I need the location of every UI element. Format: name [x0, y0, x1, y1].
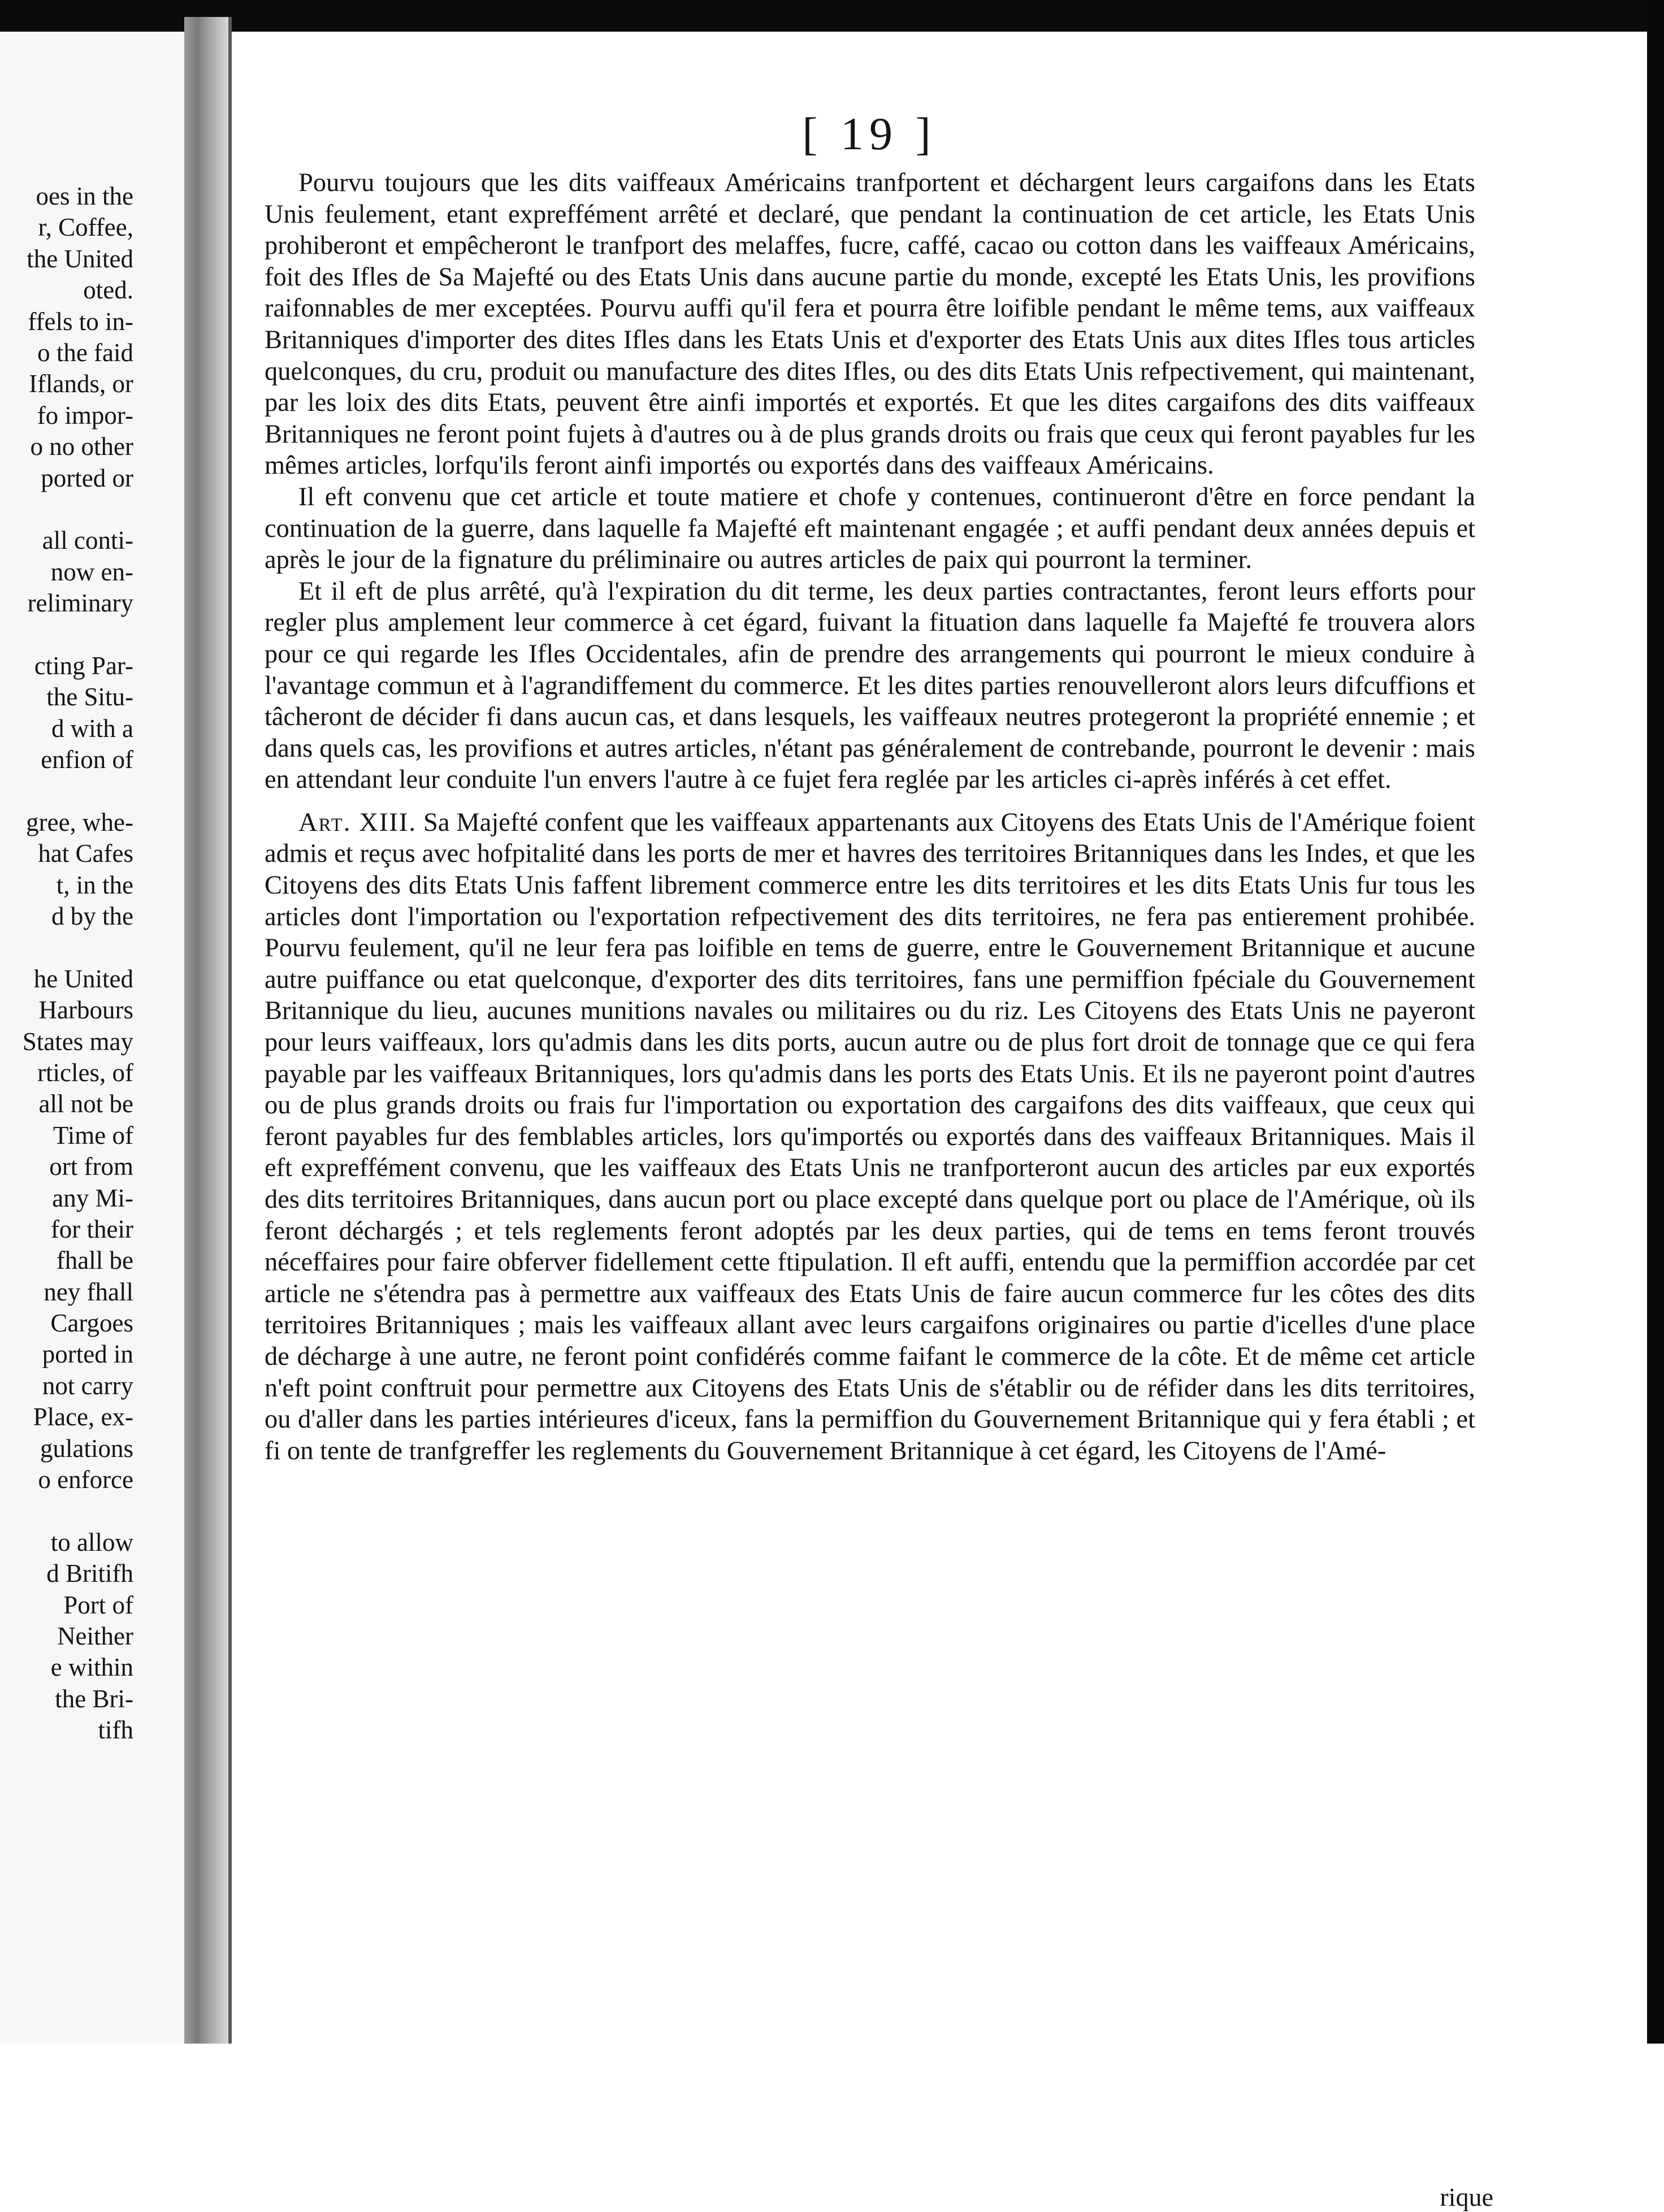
facing-page	[0, 32, 184, 2044]
scan-right-border	[1647, 0, 1664, 2044]
facing-page-line: ney fhall	[44, 1277, 133, 1306]
facing-page-line: d with a	[51, 714, 133, 743]
gutter-shadow	[228, 17, 232, 2044]
facing-page-line: fhall be	[56, 1246, 133, 1275]
facing-page-line: Place, ex-	[33, 1403, 133, 1432]
facing-page-line	[0, 494, 133, 525]
facing-page-line: States may	[22, 1027, 133, 1056]
facing-page-line: d Britifh	[46, 1559, 133, 1588]
facing-page-line: reliminary	[27, 589, 133, 618]
facing-page-line: ort from	[49, 1152, 133, 1181]
scan-top-border	[0, 0, 1664, 32]
facing-page-text-fragments	[0, 181, 133, 1746]
facing-page-line: rticles, of	[37, 1058, 133, 1087]
facing-page-line: Iflands, or	[29, 370, 133, 398]
facing-page-line: d by the	[51, 901, 133, 930]
facing-page-line: Port of	[63, 1590, 133, 1619]
facing-page-line: o enforce	[38, 1465, 133, 1494]
facing-page-line: any Mi-	[52, 1183, 133, 1212]
article-label: Art. XIII.	[298, 808, 417, 837]
facing-page-line: he United	[33, 964, 133, 993]
facing-page-line: o no other	[30, 432, 133, 461]
facing-page-line: oes in the	[36, 182, 133, 210]
facing-page-line	[0, 1495, 133, 1526]
facing-page-line: now en-	[50, 557, 133, 586]
facing-page-line: the Bri-	[55, 1684, 133, 1713]
facing-page-line: Cargoes	[50, 1309, 133, 1338]
facing-page-line: gree, whe-	[26, 808, 133, 836]
facing-page-line: gulations	[40, 1434, 133, 1463]
facing-page-line: Time of	[53, 1121, 133, 1150]
facing-page-line: t, in the	[56, 870, 133, 899]
facing-page-line	[0, 932, 133, 963]
facing-page-line: hat Cafes	[38, 839, 133, 868]
facing-page-line: o the faid	[37, 338, 133, 367]
catchword: rique	[1440, 2183, 1493, 2211]
facing-page-line: enfion of	[41, 745, 133, 774]
facing-page-line: to allow	[50, 1528, 133, 1556]
facing-page-line: Neither	[57, 1621, 133, 1650]
facing-page-line: fo impor-	[37, 401, 133, 430]
facing-page-line: ported or	[41, 463, 133, 492]
facing-page-line: e within	[50, 1653, 133, 1682]
book-gutter	[184, 17, 228, 2044]
facing-page-line: tifh	[98, 1716, 133, 1745]
facing-page-line: oted.	[83, 276, 133, 305]
paragraph-1: Pourvu toujours que les dits vaiffeaux Américains tranfportent et déchargent leurs cargaifons dans les Etats Unis feulement, etant expreffément arrêté et declaré, que pendant la continuation de cet article, les Etats Unis prohiberont et empêcheront le tranfport des melaffes, fucre, caffé, cacao ou cotton dans les vaiffeaux Américains, foit des Ifles de Sa Majefté ou des Etats Unis dans aucune partie du monde, excepté les Etats Unis, les provifions raifonnables de mer exceptées. Pourvu auffi qu'il fera et pourra être loifible pendant le même tems, aux vaiffeaux Britanniques d'importer des dites Ifles dans les Etats Unis et d'exporter des Etats Unis aux dites Ifles tous articles quelconques, du cru, produit ou manufacture des dites Ifles, ou des dits Etats Unis refpectivement, qui maintenant, par les loix des dits Etats, peuvent être ainfi importés et exportés. Et que les dites cargaifons des dits vaiffeaux Britanniques ne feront point fujets à d'autres ou à de plus grands droits ou frais que ceux qui feront payables fur les mêmes articles, lorfqu'ils feront ainfi importés ou exportés dans des vaiffeaux Américains.	[265, 168, 1475, 480]
facing-page-line: ffels to in-	[28, 307, 133, 336]
facing-page-line	[0, 775, 133, 806]
paragraph-2: Il eft convenu que cet article et toute matiere et chofe y contenues, continueront d'être en force pendant la continuation de la guerre, dans laquelle fa Majefté eft maintenant engagée ; et auffi pendant deux années depuis et après le jour de la fignature du préliminaire ou autres articles de paix qui pourront la terminer.	[265, 482, 1475, 575]
facing-page-line	[0, 619, 133, 650]
article-xiii	[265, 807, 1475, 1467]
facing-page-line: Harbours	[38, 996, 133, 1025]
page-body	[265, 167, 1475, 1467]
paragraph-3: Et il eft de plus arrêté, qu'à l'expiration du dit terme, les deux parties contractantes, feront leurs efforts pour regler plus amplement leur commerce à cet égard, fuivant la fituation dans laquelle fa Majefté fe trouvera alors pour ce qui regarde les Ifles Occidentales, afin de prendre des arrangements qui pourront le mieux conduire à l'avantage commun et à l'agrandiffement du commerce. Et les dites parties renouvelleront alors leurs difcuffions et tâcheront de décider fi dans aucun cas, et dans lesquels, les vaiffeaux neutres protegeront la propriété ennemie ; et dans quels cas, les provifions et autres articles, n'étant pas généralement de contrebande, pourront le devenir : mais en attendant leur conduite l'un envers l'autre à ce fujet fera reglée par les articles ci-après inférés à cet effet.	[265, 576, 1475, 795]
facing-page-line: all not be	[38, 1090, 133, 1118]
facing-page-line: not carry	[42, 1371, 133, 1400]
facing-page-line: ported in	[42, 1340, 133, 1369]
facing-page-line: all conti-	[42, 526, 133, 555]
facing-page-line: cting Par-	[34, 651, 133, 680]
facing-page-line: the Situ-	[46, 683, 133, 712]
facing-page-line: for their	[50, 1215, 133, 1243]
article-xiii-text: Sa Majefté confent que les vaiffeaux appartenants aux Citoyens des Etats Unis de l'Amérique foient admis et reçus avec hofpitalité dans les ports de mer et havres des territoires Britanniques dans les Indes, et que les Citoyens des dits Etats Unis faffent librement commerce entre les dits territoires et les dits Etats Unis fur tous les articles dont l'importation ou l'exportation refpectivement des dits territoires, ne fera pas entierement prohibée. Pourvu feulement, qu'il ne leur fera pas loifible en tems de guerre, entre le Gouvernement Britannique et aucune autre puiffance ou etat quelconque, d'exporter des dits territoires, fans une permiffion fpéciale du Gouvernement Britannique du lieu, aucunes munitions navales ou militaires ou du riz. Les Citoyens des Etats Unis ne payeront pour leurs vaiffeaux, lors qu'admis dans les dits ports, aucun autre ou de plus fort droit de tonnage que ce qui fera payable par les vaiffeaux Britanniques, lors qu'admis dans les ports des Etats Unis. Et ils ne payeront point d'autres ou de plus grands droits ou frais fur l'importation ou exportation des cargaifons des dits vaiffeaux, que ceux qui feront payables fur des femblables articles, lors qu'importés ou exportés dans des vaiffeaux Britanniques. Mais il eft expreffément convenu, que les vaiffeaux des Etats Unis ne tranfporteront aucun des articles par eux exportés des dits territoires Britanniques, dans aucun port ou place excepté dans quelque port ou place de l'Amérique, où ils feront déchargés ; et tels reglements feront adoptés par les deux parties, qui de tems en tems feront trouvés néceffaires pour faire obferver fidellement cette ftipulation. Il eft auffi, entendu que la permiffion accordée par cet article ne s'étendra pas à permettre aux vaiffeaux des Etats Unis de faire aucun commerce fur les côtes des dits territoires Britanniques ; mais les vaiffeaux allant avec leurs cargaifons originaires ou partie d'icelles d'une place de décharge à une autre, ne feront point confidérés comme faifant le commerce de la côte. Et de même cet article n'eft point conftruit pour permettre aux Citoyens des Etats Unis de s'établir ou de réfider dans les dits territoires, ou d'aller dans les parties intérieures d'iceux, fans la permiffion du Gouvernement Britannique qui y fera établi ; et fi on tente de tranfgreffer les reglements du Gouvernement Britannique à cet égard, les Citoyens de l'Amé-	[265, 808, 1475, 1465]
facing-page-line: the United	[27, 244, 133, 273]
page-number: [ 19 ]	[802, 108, 937, 159]
facing-page-line: r, Coffee,	[38, 213, 133, 242]
